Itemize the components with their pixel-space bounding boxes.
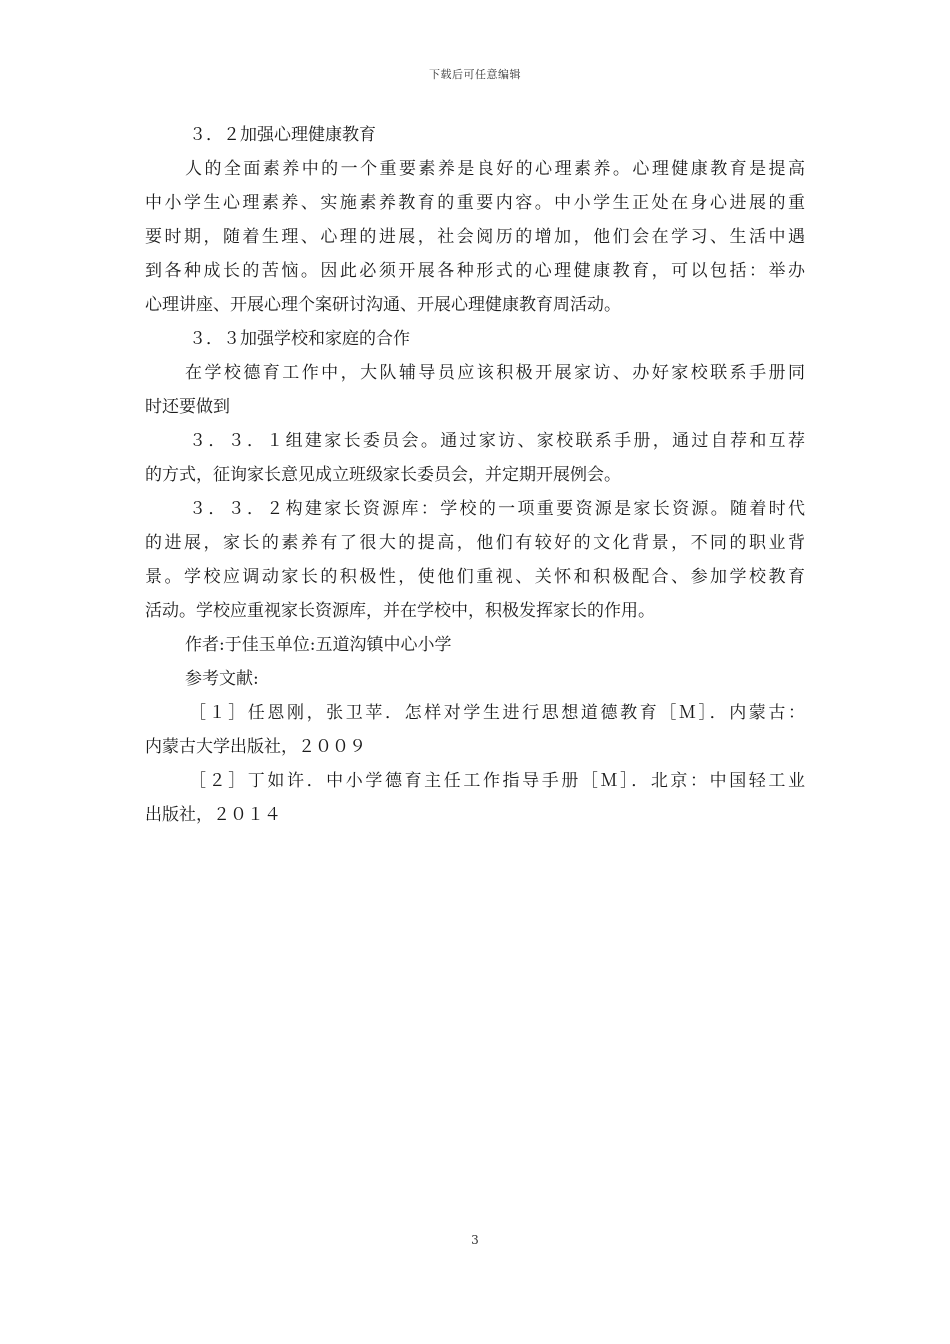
paragraph-mental-health	[145, 152, 805, 322]
section-heading-3-3: ３．３加强学校和家庭的合作	[189, 329, 410, 349]
paragraph-line: 到各种成长的苦恼。因此必须开展各种形式的心理健康教育，可以包括：举办	[145, 261, 805, 281]
paragraph-line: 的进展，家长的素养有了很大的提高，他们有较好的文化背景，不同的职业背	[145, 533, 805, 553]
paragraph-line: 中小学生心理素养、实施素养教育的重要内容。中小学生正处在身心进展的重	[145, 193, 805, 213]
paragraph-line: 活动。学校应重视家长资源库，并在学校中，积极发挥家长的作用。	[145, 601, 655, 621]
paragraph-line: ３．３．２构建家长资源库：学校的一项重要资源是家长资源。随着时代	[189, 499, 805, 519]
reference-item-2	[145, 764, 805, 832]
section-heading-3-2: ３．２加强心理健康教育	[189, 125, 376, 145]
reference-item-1	[145, 696, 805, 764]
author-line: 作者:于佳玉单位:五道沟镇中心小学	[185, 635, 452, 655]
paragraph-parent-committee	[145, 424, 805, 492]
reference-line: 内蒙古大学出版社，２００９	[145, 737, 366, 757]
reference-line: ［１］任恩刚，张卫苹．怎样对学生进行思想道德教育［Ｍ］．内蒙古：	[189, 703, 805, 723]
references-title: 参考文献:	[185, 669, 259, 689]
paragraph-line: ３．３．１组建家长委员会。通过家访、家校联系手册，通过自荐和互荐	[189, 431, 805, 451]
paragraph-line: 人的全面素养中的一个重要素养是良好的心理素养。心理健康教育是提高	[185, 159, 805, 179]
paragraph-line: 心理讲座、开展心理个案研讨沟通、开展心理健康教育周活动。	[145, 295, 621, 315]
paragraph-parent-resources	[145, 492, 805, 628]
paragraph-line: 时还要做到	[145, 397, 230, 417]
reference-line: 出版社，２０１４	[145, 805, 281, 825]
reference-line: ［２］丁如许．中小学德育主任工作指导手册［Ｍ］．北京：中国轻工业	[189, 771, 805, 791]
document-body	[145, 118, 805, 832]
paragraph-line: 的方式，征询家长意见成立班级家长委员会，并定期开展例会。	[145, 465, 621, 485]
paragraph-school-family	[145, 356, 805, 424]
paragraph-line: 在学校德育工作中，大队辅导员应该积极开展家访、办好家校联系手册同	[185, 363, 805, 383]
page-number: 3	[471, 1233, 479, 1247]
header-note: 下载后可任意编辑	[429, 68, 521, 81]
paragraph-line: 要时期，随着生理、心理的进展，社会阅历的增加，他们会在学习、生活中遇	[145, 227, 805, 247]
paragraph-line: 景。学校应调动家长的积极性，使他们重视、关怀和积极配合、参加学校教育	[145, 567, 805, 587]
